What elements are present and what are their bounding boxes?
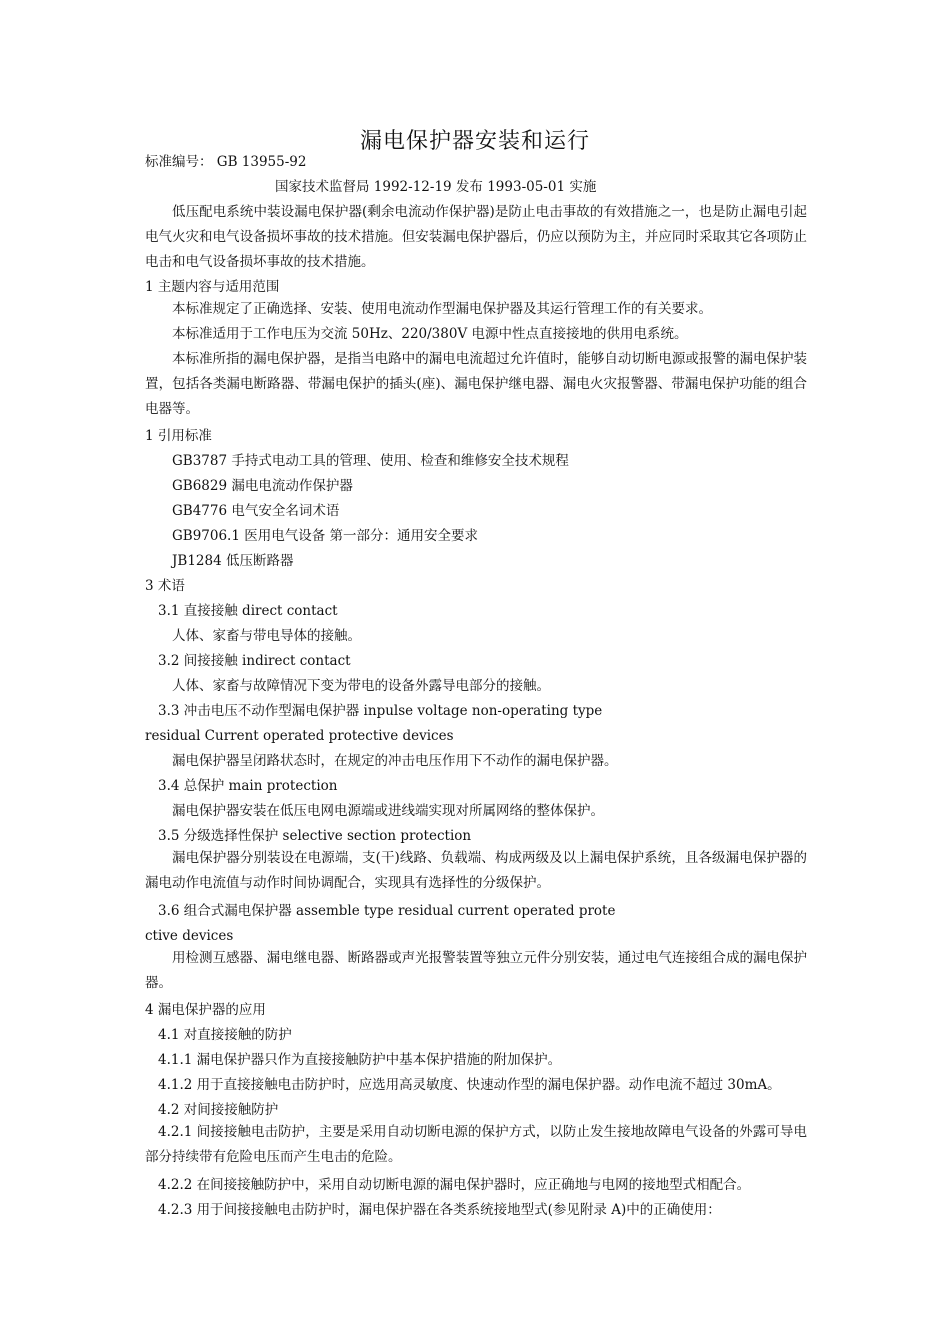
document-title: 漏电保护器安装和运行 <box>359 129 590 154</box>
term-3-4: 3.4 总保护 main protection <box>158 778 338 794</box>
section-1-paragraph-2: 本标准适用于工作电压为交流 50Hz、220/380V 电源中性点直接接地的供用电系统。 <box>172 326 688 342</box>
term-3-3-continuation: residual Current operated protective devices <box>145 728 454 744</box>
clause-4-2-1: 4.2.1 间接接触电击防护，主要是采用自动切断电源的保护方式，以防止发生接地故障电气设备的外露可导电部分持续带有危险电压而产生电击的危险。 <box>145 1124 807 1165</box>
clause-4-1-1: 4.1.1 漏电保护器只作为直接接触防护中基本保护措施的附加保护。 <box>158 1052 562 1068</box>
issue-info: 国家技术监督局 1992-12-19 发布 1993-05-01 实施 <box>275 179 597 195</box>
reference-item: GB9706.1 医用电气设备 第一部分：通用安全要求 <box>172 528 479 544</box>
intro-paragraph: 低压配电系统中装设漏电保护器(剩余电流动作保护器)是防止电击事故的有效措施之一，也是防止漏电引起电气火灾和电气设备损坏事故的技术措施。但安装漏电保护器后，仍应以预防为主，并应同时采取其它各项防止电击和电气设备损坏事故的技术措施。 <box>145 204 807 270</box>
term-3-2-definition: 人体、家畜与故障情况下变为带电的设备外露导电部分的接触。 <box>172 678 550 694</box>
clause-4-2-2: 4.2.2 在间接接触防护中，采用自动切断电源的漏电保护器时，应正确地与电网的接地型式相配合。 <box>158 1177 751 1193</box>
clause-4-2-3: 4.2.3 用于间接接触电击防护时，漏电保护器在各类系统接地型式(参见附录 A)中的正确使用： <box>158 1202 721 1218</box>
reference-item: GB3787 手持式电动工具的管理、使用、检查和维修安全技术规程 <box>172 453 569 469</box>
standard-number: 标准编号： GB 13955-92 <box>145 154 307 170</box>
term-3-6: 3.6 组合式漏电保护器 assemble type residual current operated prote <box>158 903 616 919</box>
term-3-5-definition: 漏电保护器分别装设在电源端，支(干)线路、负载端、构成两级及以上漏电保护系统，且各级漏电保护器的漏电动作电流值与动作时间协调配合，实现具有选择性的分级保护。 <box>145 850 807 891</box>
section-3-heading: 3 术语 <box>145 578 185 594</box>
section-4-heading: 4 漏电保护器的应用 <box>145 1002 266 1018</box>
term-3-1: 3.1 直接接触 direct contact <box>158 603 338 619</box>
term-3-3-definition: 漏电保护器呈闭路状态时，在规定的冲击电压作用下不动作的漏电保护器。 <box>172 753 618 769</box>
term-3-4-definition: 漏电保护器安装在低压电网电源端或进线端实现对所属网络的整体保护。 <box>172 803 604 819</box>
clause-4-1-2: 4.1.2 用于直接接触电击防护时，应选用高灵敏度、快速动作型的漏电保护器。动作电流不超过 30mA。 <box>158 1077 781 1093</box>
term-3-3: 3.3 冲击电压不动作型漏电保护器 inpulse voltage non-operating type <box>158 703 603 719</box>
term-3-5: 3.5 分级选择性保护 selective section protection <box>158 828 472 844</box>
section-2-heading: 1 引用标准 <box>145 428 212 444</box>
term-3-1-definition: 人体、家畜与带电导体的接触。 <box>172 628 361 644</box>
section-1-paragraph-1: 本标准规定了正确选择、安装、使用电流动作型漏电保护器及其运行管理工作的有关要求。 <box>172 301 712 317</box>
reference-item: JB1284 低压断路器 <box>172 553 294 569</box>
term-3-2: 3.2 间接接触 indirect contact <box>158 653 351 669</box>
section-1-heading: 1 主题内容与适用范围 <box>145 279 280 295</box>
term-3-6-continuation: ctive devices <box>145 928 234 944</box>
term-3-6-definition: 用检测互感器、漏电继电器、断路器或声光报警装置等独立元件分别安装，通过电气连接组合成的漏电保护器。 <box>145 950 807 991</box>
reference-item: GB4776 电气安全名词术语 <box>172 503 340 519</box>
section-1-paragraph-3: 本标准所指的漏电保护器，是指当电路中的漏电电流超过允许值时，能够自动切断电源或报警的漏电保护装置，包括各类漏电断路器、带漏电保护的插头(座)、漏电保护继电器、漏电火灾报警器、带漏电保护功能的组合电器等。 <box>145 351 807 417</box>
clause-4-1: 4.1 对直接接触的防护 <box>158 1027 292 1043</box>
reference-item: GB6829 漏电电流动作保护器 <box>172 478 353 494</box>
clause-4-2: 4.2 对间接接触防护 <box>158 1102 279 1118</box>
